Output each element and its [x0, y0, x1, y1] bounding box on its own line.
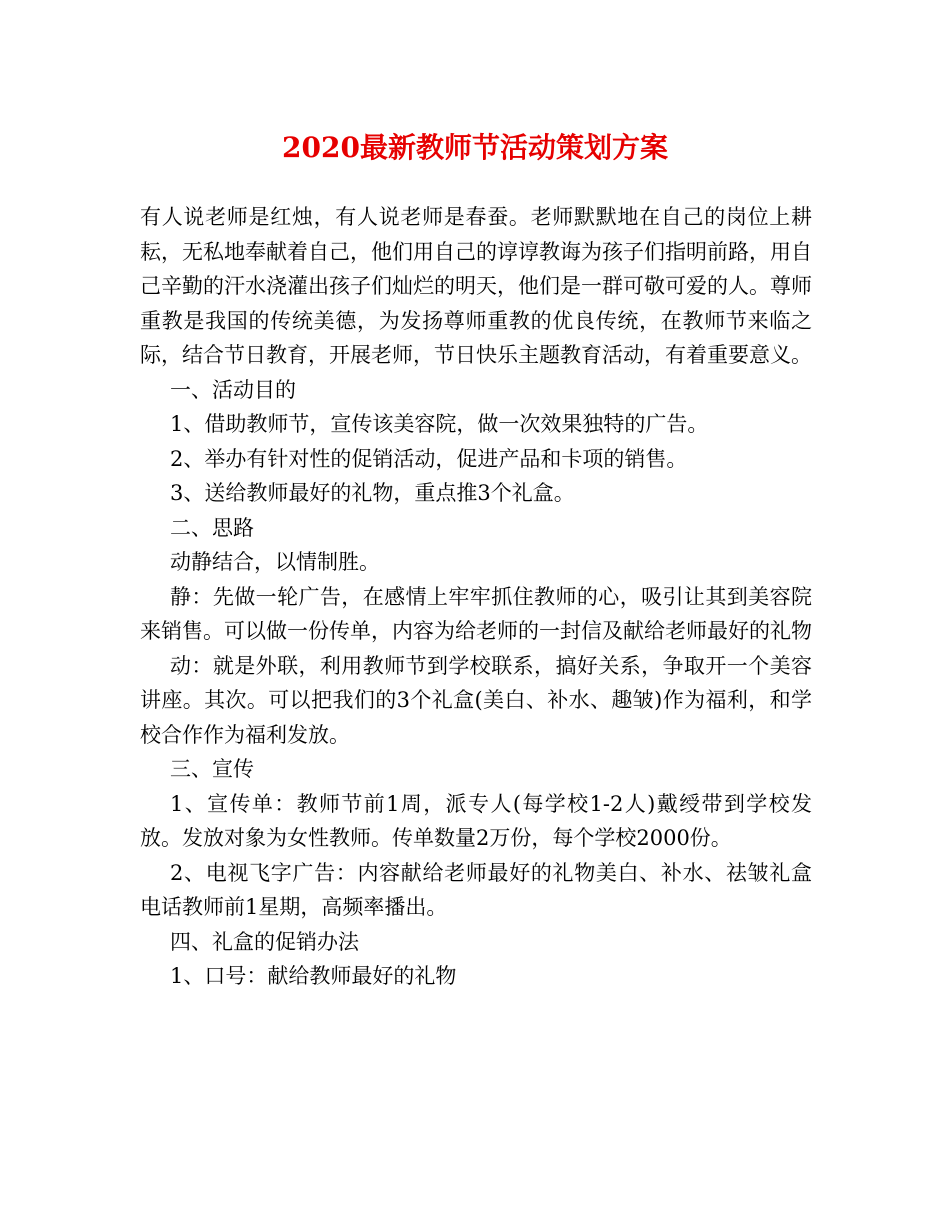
paragraph: 1、口号：献给教师最好的礼物 [170, 964, 457, 988]
paragraph: 3、送给教师最好的礼物，重点推3个礼盒。 [170, 481, 575, 505]
section-heading: 四、礼盒的促销办法 [170, 929, 359, 954]
paragraph: 静：先做一轮广告，在感情上牢牢抓住教师的心，吸引让其到美容院来销售。可以做一份传单，内容为给老师的一封信及献给老师最好的礼物 [140, 584, 812, 643]
paragraph: 动：就是外联，利用教师节到学校联系，搞好关系，争取开一个美容讲座。其次。可以把我们的3个礼盒(美白、补水、趣皱)作为福利，和学校合作作为福利发放。 [140, 653, 812, 747]
paragraph: 动静结合，以情制胜。 [170, 550, 380, 574]
paragraph: 1、借助教师节，宣传该美容院，做一次效果独特的广告。 [170, 412, 709, 436]
paragraph: 有人说老师是红烛，有人说老师是春蚕。老师默默地在自己的岗位上耕耘，无私地奉献着自己，他们用自己的谆谆教诲为孩子们指明前路，用自己辛勤的汗水浇灌出孩子们灿烂的明天，他们是一群可敬可爱的人。尊师重教是我国的传统美德，为发扬尊师重教的优良传统，在教师节来临之际，结合节日教育，开展老师，节日快乐主题教育活动，有着重要意义。 [140, 205, 812, 367]
section-heading: 一、活动目的 [170, 377, 296, 402]
paragraph: 2、举办有针对性的促销活动，促进产品和卡项的销售。 [170, 446, 688, 471]
paragraph: 1、宣传单：教师节前1周，派专人(每学校1-2人)戴绶带到学校发放。发放对象为女性教师。传单数量2万份，每个学校2000份。 [140, 791, 812, 850]
paragraph: 2、电视飞字广告：内容献给老师最好的礼物美白、补水、祛皱礼盒电话教师前1星期，高频率播出。 [140, 860, 812, 919]
section-heading: 二、思路 [170, 515, 254, 540]
document-body [140, 200, 812, 994]
section-heading: 三、宣传 [170, 757, 254, 781]
document-title: 2020最新教师节活动策划方案 [282, 131, 668, 164]
